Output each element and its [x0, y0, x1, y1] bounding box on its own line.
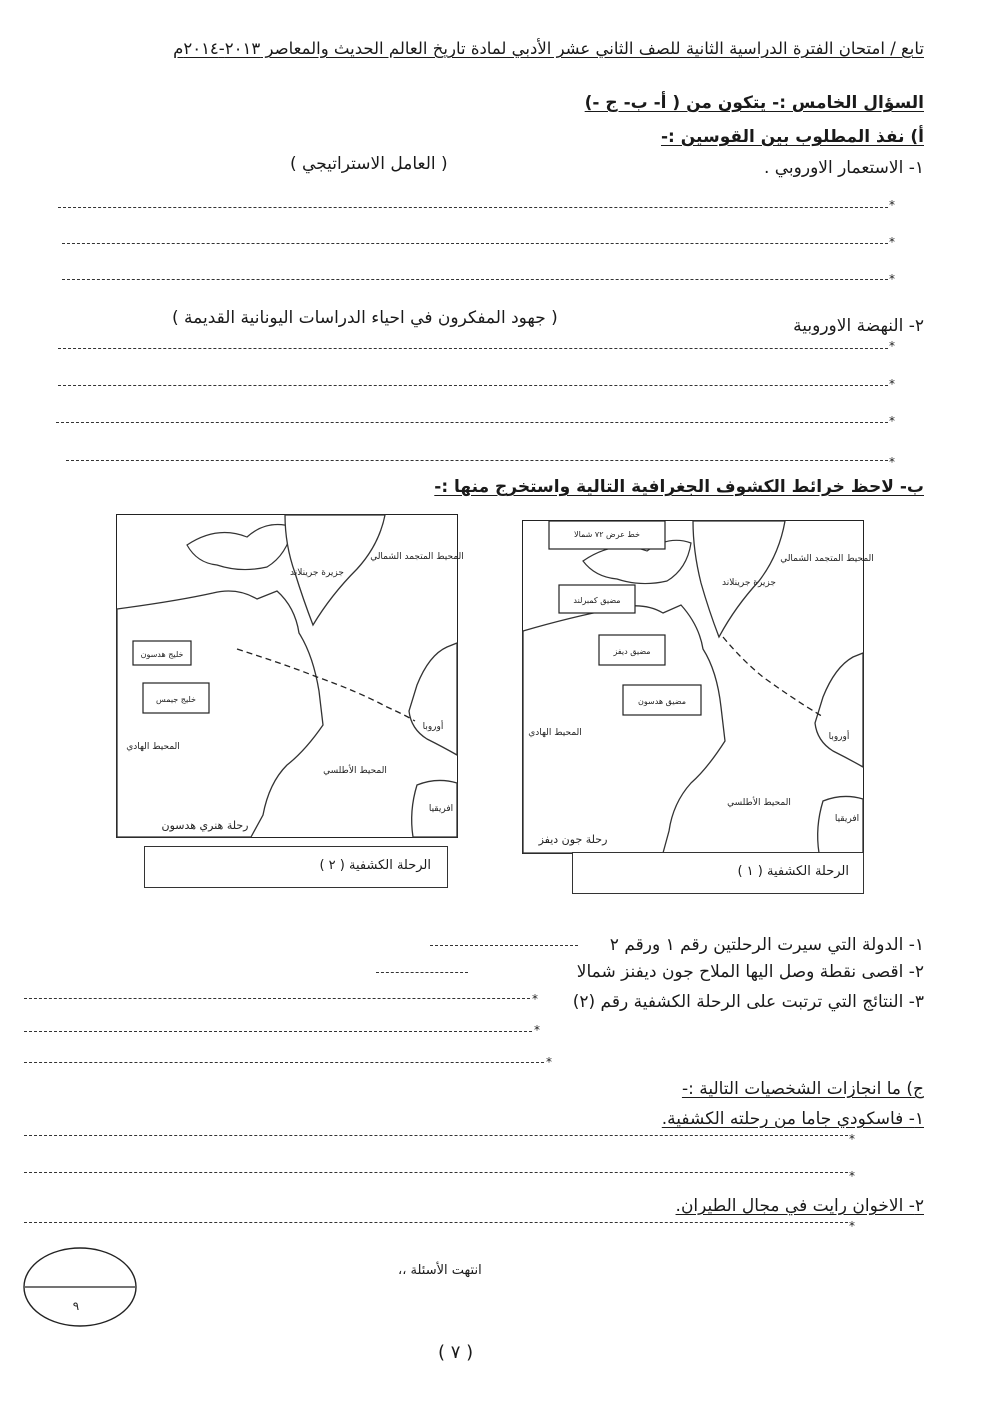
- map1-africa: [818, 796, 863, 853]
- voyage-map-2: [116, 514, 464, 838]
- map1-voyage-route: [723, 637, 823, 717]
- answer-star: *: [889, 198, 895, 212]
- part-a-item2-prompt: ( جهود المفكرون في احياء الدراسات اليونانية القديمة ): [172, 308, 558, 328]
- part-b-instruction: ب- لاحظ خرائط الكشوف الجغرافية التالية واستخرج منها :-: [434, 477, 924, 497]
- answer-line[interactable]: [24, 998, 530, 999]
- part-b-q1: ١- الدولة التي سيرت الرحلتين رقم ١ ورقم ٢: [609, 935, 924, 955]
- part-c-instruction: ج) ما انجازات الشخصيات التالية :-: [681, 1079, 924, 1099]
- answer-line[interactable]: [66, 460, 888, 461]
- answer-line[interactable]: [24, 1222, 848, 1223]
- part-c-item1: ١- فاسكودي جاما من رحلته الكشفية.: [661, 1109, 924, 1129]
- answer-star: *: [889, 272, 895, 286]
- grade-oval: [20, 1244, 140, 1330]
- part-b-q3: ٣- النتائج التي ترتبت على الرحلة الكشفية رقم (٢): [572, 992, 924, 1012]
- voyage-map-1: [522, 520, 874, 854]
- part-a-item2-label: ٢- النهضة الاوروبية: [793, 316, 924, 336]
- map1-label-africa: افريقيا: [834, 814, 860, 824]
- map2-label-africa: افريقيا: [428, 804, 454, 814]
- part-b-q2: ٢- اقصى نقطة وصل اليها الملاح جون ديفنز شمالا: [576, 962, 924, 982]
- map2-label-voyage: رحلة هنري هدسون: [161, 819, 249, 832]
- answer-star: *: [534, 1023, 540, 1037]
- map2-label-atlantic: المحيط الأطلسي: [323, 766, 387, 776]
- map1-label-atlantic: المحيط الأطلسي: [727, 798, 791, 808]
- end-note: انتهت الأسئلة ،،: [398, 1263, 482, 1278]
- answer-line[interactable]: [24, 1062, 544, 1063]
- answer-line[interactable]: [58, 385, 888, 386]
- map2-arctic-islands: [187, 525, 293, 570]
- map2-label-james-bay: خليج جيمس: [156, 695, 196, 704]
- answer-star: *: [849, 1219, 855, 1233]
- map2-label-hudson-bay: خليج هدسون: [140, 650, 184, 659]
- map1-europe: [815, 653, 863, 767]
- question-five-heading: السؤال الخامس :- يتكون من ( أ- ب- ج -): [584, 93, 924, 113]
- map-2-caption-box: [144, 846, 448, 888]
- map-2-caption: الرحلة الكشفية ( ٢ ): [319, 858, 431, 873]
- map2-label-pacific: المحيط الهادي: [126, 742, 180, 752]
- answer-line[interactable]: [24, 1135, 848, 1136]
- answer-star: *: [546, 1055, 552, 1069]
- part-c-item2: ٢- الاخوان رايت في مجال الطيران.: [675, 1196, 924, 1216]
- answer-line[interactable]: [376, 972, 468, 973]
- answer-star: *: [849, 1169, 855, 1183]
- answer-star: *: [889, 235, 895, 249]
- map2-label-arctic: المحيط المتجمد الشمالي: [370, 552, 464, 562]
- map2-label-europe: أوروبا: [422, 722, 444, 732]
- map2-label-greenland: جزيرة جرينلاند: [290, 568, 344, 578]
- map-1-caption: الرحلة الكشفية ( ١ ): [737, 864, 849, 879]
- map2-europe: [409, 643, 457, 755]
- answer-star: *: [532, 992, 538, 1006]
- map-1-caption-box: [572, 852, 864, 894]
- answer-line[interactable]: [58, 207, 888, 208]
- map1-label-voyage: رحلة جون ديفز: [538, 833, 608, 846]
- answer-star: *: [849, 1132, 855, 1146]
- page-number: ( ٧ ): [438, 1342, 474, 1363]
- answer-line[interactable]: [24, 1172, 848, 1173]
- answer-line[interactable]: [62, 243, 888, 244]
- map1-label-pacific: المحيط الهادي: [528, 728, 582, 738]
- map1-label-davis: مضيق ديفز: [613, 647, 651, 656]
- answer-star: *: [889, 377, 895, 391]
- map2-north-america: [117, 591, 323, 837]
- answer-line[interactable]: [56, 422, 888, 423]
- part-a-item1-prompt: ( العامل الاستراتيجي ): [290, 154, 448, 174]
- grade-denominator: ٩: [72, 1299, 80, 1313]
- answer-line[interactable]: [430, 945, 578, 946]
- answer-line[interactable]: [58, 348, 888, 349]
- exam-header-title: تابع / امتحان الفترة الدراسية الثانية للصف الثاني عشر الأدبي لمادة تاريخ العالم الحديث والمعاصر ٢٠١٣-٢٠١٤م: [173, 39, 924, 58]
- map1-label-hudson: مضيق هدسون: [638, 697, 686, 706]
- map1-label-cumberland: مضيق كمبرلند: [573, 596, 621, 605]
- answer-line[interactable]: [24, 1031, 532, 1032]
- answer-star: *: [889, 339, 895, 353]
- map1-label-arctic: المحيط المتجمد الشمالي: [780, 554, 874, 564]
- part-a-item1-label: ١- الاستعمار الاوروبي .: [763, 158, 924, 178]
- answer-star: *: [889, 414, 895, 428]
- part-a-instruction: أ) نفذ المطلوب بين القوسين :-: [660, 127, 924, 147]
- map1-label-greenland: جزيرة جرينلاند: [722, 578, 776, 588]
- map1-label-europe: أوروبا: [828, 732, 850, 742]
- answer-star: *: [889, 455, 895, 469]
- map1-label-lat72: خط عرض ٧٢ شمالا: [574, 530, 640, 539]
- answer-line[interactable]: [62, 279, 888, 280]
